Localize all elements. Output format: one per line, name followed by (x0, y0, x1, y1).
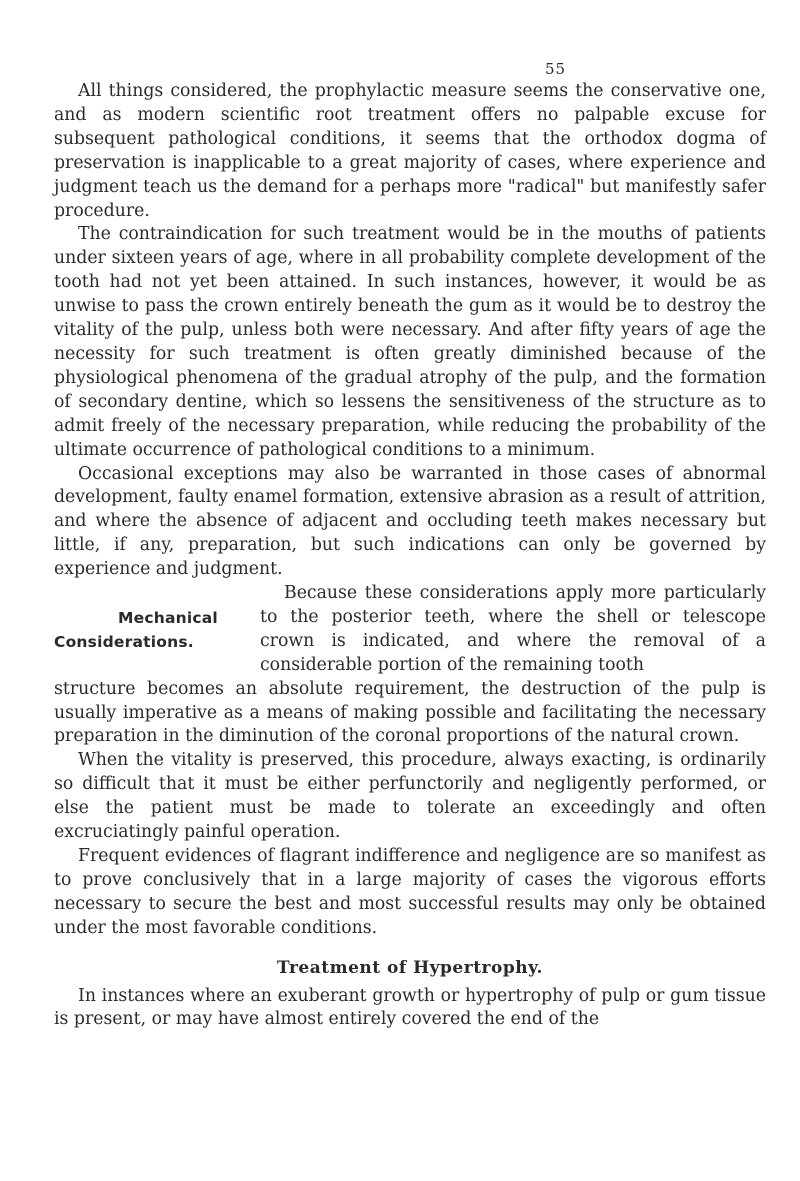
sidenote-paragraph: Because these considerations apply more particularly to the posterior teeth, where the shell or telescope crown is indicated, and where the removal of a considerable portion of the remaining tooth (260, 583, 766, 675)
sidenote-line-2: Considerations. (54, 633, 194, 652)
paragraph-1: All things considered, the prophylactic measure seems the conservative one, and as modern scientific root treatment offers no palpable excuse for subsequent pathological conditions, it seems that the orthodox dogma of preservation is inapplicable to a great majority of cases, where experience and judgment teach us the demand for a perhaps more "radical" but manifestly safer procedure. (54, 81, 766, 221)
paragraph-4: When the vitality is preserved, this procedure, always exacting, is ordinarily so difficult that it must be either perfunctorily and negligently performed, or else the patient must be made to tolerate an exceedingly and often excruciatingly painful operation. (54, 750, 766, 843)
paragraph-6: In instances where an exuberant growth or hypertrophy of pulp or gum tissue is present, or may have almost entirely covered the end of the (54, 985, 766, 1030)
paragraph-5: Frequent evidences of flagrant indifference and negligence are so manifest as to prove conclusively that in a large majority of cases the vigorous efforts necessary to secure the best and most successful results may only be obtained under the most favorable conditions. (54, 846, 766, 938)
page-number: 55 (545, 60, 567, 78)
paragraph-2: The contraindication for such treatment would be in the mouths of patients under sixteen years of age, where in all probability complete development of the tooth had not yet been attained. In such instances, however, it would be as unwise to pass the crown entirely beneath the gum as it would be to destroy the vitality of the pulp, unless both were necessary. And after fifty years of age the necessity for such treatment is often greatly diminished because of the physiological phenomena of the gradual atrophy of the pulp, and the formation of secondary dentine, which so lessens the sensitiveness of the structure as to admit freely of the necessary preparation, while reducing the probability of the ultimate occurrence of pathological conditions to a minimum. (54, 224, 766, 460)
section-heading: Treatment of Hypertrophy. (277, 957, 543, 978)
sidenote (54, 582, 260, 678)
sidenote-paragraph-continued: structure becomes an absolute requirement, the destruction of the pulp is usually imperative as a means of making possible and facilitating the necessary preparation in the diminution of the coronal proportions of the natural crown. (54, 678, 766, 747)
paragraph-3: Occasional exceptions may also be warranted in those cases of abnormal development, faulty enamel formation, extensive abrasion as a result of attrition, and where the absence of adjacent and occluding teeth makes necessary but little, if any, preparation, but such indications can only be governed by experience and judgment. (54, 463, 766, 580)
body-text (54, 80, 766, 1032)
sidenote-block (54, 582, 766, 678)
sidenote-line-1: Mechanical (118, 609, 218, 628)
